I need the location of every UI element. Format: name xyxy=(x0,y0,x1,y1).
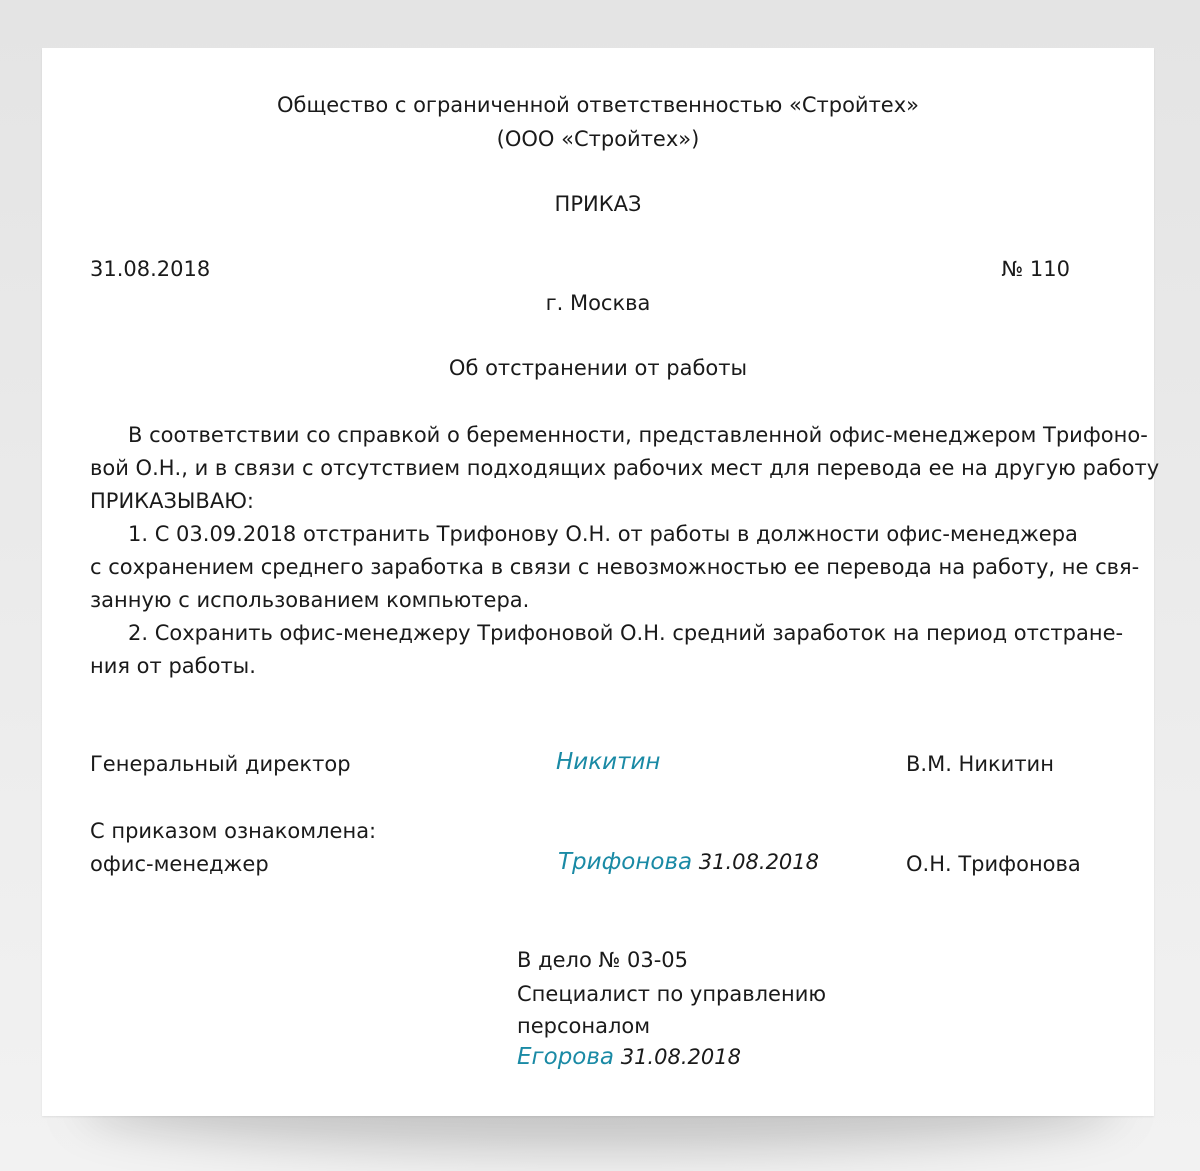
order-item-2-line: ния от работы. xyxy=(90,654,256,678)
order-item-1-line: с сохранением среднего заработка в связи с невозможностью ее перевода на работу, не свя- xyxy=(90,555,1140,579)
document-city: г. Москва xyxy=(545,291,651,315)
filing-specialist-line: Специалист по управлению xyxy=(517,982,827,1006)
document-type: ПРИКАЗ xyxy=(554,192,642,216)
acknowledgement-label: С приказом ознакомлена: xyxy=(90,819,377,843)
org-full-name: Общество с ограниченной ответственностью «Стройтех» xyxy=(277,93,919,117)
document-page xyxy=(42,48,1160,1116)
body-paragraph-line: В соответствии со справкой о беременности, представленной офис-менеджером Трифоно- xyxy=(128,423,1148,447)
filing-specialist-line: персоналом xyxy=(517,1014,651,1038)
order-item-1-line: 1. С 03.09.2018 отстранить Трифонову О.Н. от работы в должности офис-менеджера xyxy=(128,522,1078,546)
specialist-signature: Егорова xyxy=(517,1044,615,1070)
employee-signature-block xyxy=(558,850,819,874)
director-signature: Никитин xyxy=(556,749,661,775)
body-paragraph-line: вой О.Н., и в связи с отсутствием подходящих рабочих мест для перевода ее на другую работу xyxy=(90,456,1160,480)
employee-sign-date: 31.08.2018 xyxy=(698,850,820,874)
order-item-1-line: занную с использованием компьютера. xyxy=(90,588,530,612)
document-date: 31.08.2018 xyxy=(90,257,211,281)
employee-signature: Трифонова xyxy=(558,849,693,875)
order-word: ПРИКАЗЫВАЮ: xyxy=(90,489,254,513)
filing-case-line: В дело № 03-05 xyxy=(517,948,689,972)
document-number: № 110 xyxy=(1001,257,1070,281)
director-name: В.М. Никитин xyxy=(906,752,1054,776)
filing-signature-block xyxy=(517,1045,741,1069)
document-subject: Об отстранении от работы xyxy=(448,356,748,380)
director-title: Генеральный директор xyxy=(90,752,351,776)
specialist-sign-date: 31.08.2018 xyxy=(620,1045,741,1069)
org-short-name: (ООО «Стройтех») xyxy=(496,127,700,151)
employee-name: О.Н. Трифонова xyxy=(906,852,1081,876)
order-item-2-line: 2. Сохранить офис-менеджеру Трифоновой О.Н. средний заработок на период отстране- xyxy=(128,621,1124,645)
employee-title: офис-менеджер xyxy=(90,852,269,876)
